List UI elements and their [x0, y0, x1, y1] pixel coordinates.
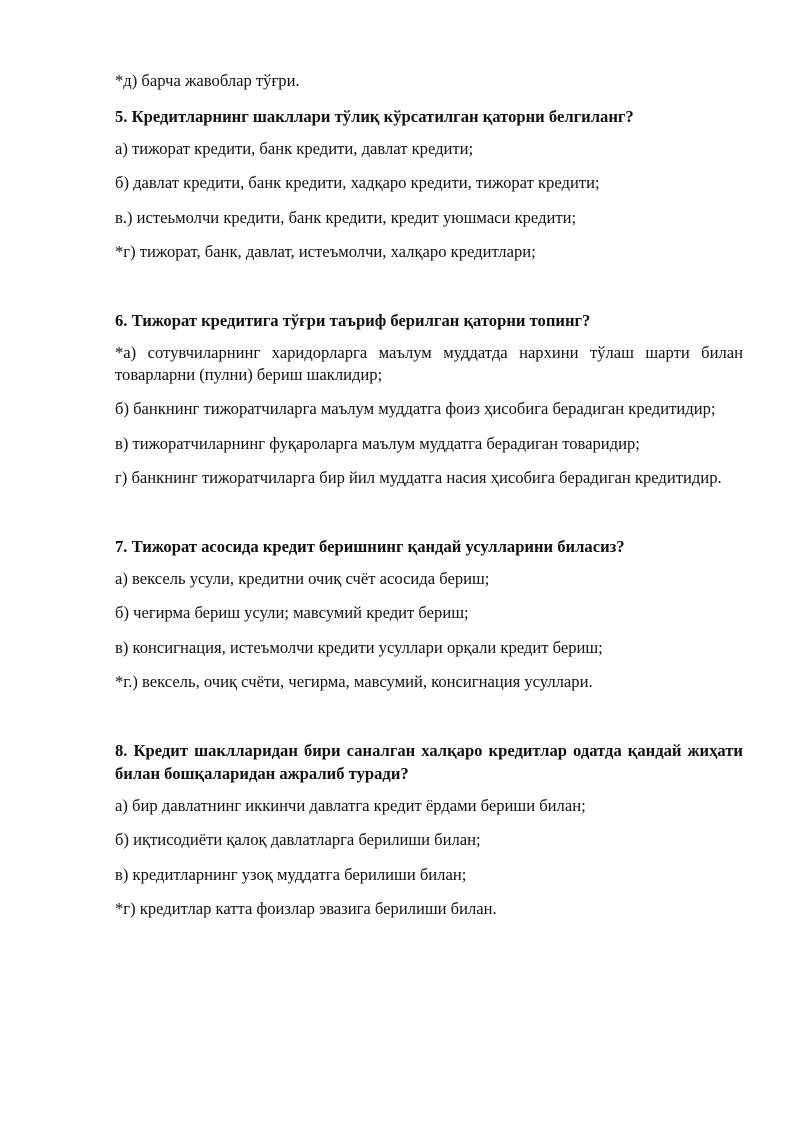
answer-option: *а) сотувчиларнинг харидорларга маълум муддатда нархини тўлаш шарти билан товарларни (пулни) бериш шаклидир; [115, 342, 743, 384]
answer-option: б) иқтисодиёти қалоқ давлатларга берилиши билан; [115, 830, 481, 849]
question-8 [115, 739, 743, 921]
answer-option: *г) кредитлар катта фоизлар эвазига берилиши билан. [115, 899, 497, 918]
answer-option: в) тижоратчиларнинг фуқароларга маълум муддатга берадиган товаридир; [115, 433, 640, 453]
answer-option: в.) истеьмолчи кредити, банк кредити, кредит уюшмаси кредити; [115, 207, 577, 227]
answer-option: в) кредитларнинг узоқ муддатга берилиши билан; [115, 864, 467, 884]
answer-option: г) банкнинг тижоратчиларга бир йил муддатга насия ҳисобига берадиган кредитидир. [115, 468, 722, 487]
answer-option: б) давлат кредити, банк кредити, хадқаро кредити, тижорат кредити; [115, 173, 600, 192]
answer-option: б) банкнинг тижоратчиларга маълум муддатга фоиз ҳисобига берадиган кредитидир; [115, 399, 716, 418]
answer-option: б) чегирма бериш усули; мавсумий кредит бериш; [115, 603, 469, 622]
answer-option: а) бир давлатнинг иккинчи давлатга кредит ёрдами бериши билан; [115, 795, 586, 815]
question-6 [115, 309, 743, 490]
question-title: 7. Тижорат асосида кредит беришнинг қандай усулларини биласиз? [115, 536, 625, 556]
spacer [115, 706, 743, 739]
question-5 [115, 105, 743, 264]
question-title: 5. Кредитларнинг шакллари тўлиқ кўрсатилган қаторни белгиланг? [115, 106, 634, 126]
question-title: 8. Кредит шаклларидан бири саналган халқаро кредитлар одатда қандай жиҳати билан бошқаларидан ажралиб туради? [115, 740, 743, 783]
answer-option: *г.) вексель, очиқ счёти, чегирма, мавсумий, консигнация усуллари. [115, 672, 593, 691]
answer-option: а) вексель усули, кредитни очиқ счёт асосида бериш; [115, 568, 490, 588]
answer-option: а) тижорат кредити, банк кредити, давлат кредити; [115, 138, 474, 158]
question-title: 6. Тижорат кредитига тўғри таъриф берилган қаторни топинг? [115, 310, 591, 330]
spacer [115, 502, 743, 535]
spacer [115, 276, 743, 309]
answer-line-lead: *д) барча жавоблар тўғри. [115, 71, 300, 90]
answer-option: *г) тижорат, банк, давлат, истеъмолчи, халқаро кредитлари; [115, 242, 536, 261]
answer-option: в) консигнация, истеъмолчи кредити усуллари орқали кредит бериш; [115, 637, 603, 657]
question-7 [115, 535, 743, 694]
document-page [115, 70, 743, 933]
